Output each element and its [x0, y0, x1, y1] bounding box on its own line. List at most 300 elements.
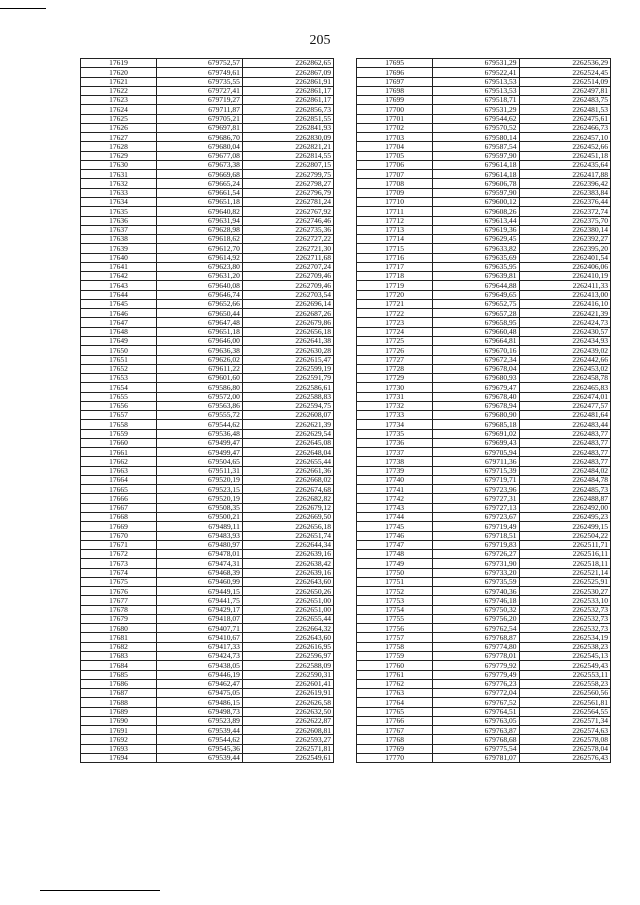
point-number-cell: 17637 — [81, 225, 157, 234]
x-coordinate-cell: 679418,07 — [156, 614, 242, 623]
table-row — [357, 383, 611, 392]
point-number-cell: 17645 — [81, 299, 157, 308]
x-coordinate-cell: 679606,78 — [433, 179, 519, 188]
x-coordinate-cell: 679680,04 — [156, 142, 242, 151]
y-coordinate-cell: 2262474,01 — [519, 392, 610, 401]
x-coordinate-cell: 679679,47 — [433, 383, 519, 392]
coordinates-table-left-body — [81, 59, 334, 763]
x-coordinate-cell: 679597,90 — [433, 188, 519, 197]
point-number-cell: 17701 — [357, 114, 433, 123]
y-coordinate-cell: 2262668,02 — [242, 475, 333, 484]
y-coordinate-cell: 2262430,57 — [519, 327, 610, 336]
y-coordinate-cell: 2262484,78 — [519, 475, 610, 484]
y-coordinate-cell: 2262645,08 — [242, 438, 333, 447]
point-number-cell: 17647 — [81, 318, 157, 327]
y-coordinate-cell: 2262376,44 — [519, 197, 610, 206]
point-number-cell: 17688 — [81, 698, 157, 707]
x-coordinate-cell: 679711,36 — [433, 457, 519, 466]
point-number-cell: 17631 — [81, 170, 157, 179]
table-row — [357, 624, 611, 633]
x-coordinate-cell: 679652,75 — [433, 299, 519, 308]
y-coordinate-cell: 2262621,39 — [242, 420, 333, 429]
table-row — [81, 401, 334, 410]
x-coordinate-cell: 679651,18 — [156, 327, 242, 336]
point-number-cell: 17711 — [357, 207, 433, 216]
y-coordinate-cell: 2262571,34 — [519, 716, 610, 725]
y-coordinate-cell: 2262655,44 — [242, 457, 333, 466]
x-coordinate-cell: 679767,52 — [433, 698, 519, 707]
point-number-cell: 17694 — [81, 753, 157, 762]
x-coordinate-cell: 679686,70 — [156, 133, 242, 142]
x-coordinate-cell: 679719,71 — [433, 475, 519, 484]
table-row — [357, 374, 611, 383]
x-coordinate-cell: 679699,43 — [433, 438, 519, 447]
x-coordinate-cell: 679639,81 — [433, 272, 519, 281]
table-row — [81, 698, 334, 707]
y-coordinate-cell: 2262534,19 — [519, 633, 610, 642]
x-coordinate-cell: 679628,98 — [156, 225, 242, 234]
y-coordinate-cell: 2262375,70 — [519, 216, 610, 225]
table-row — [81, 59, 334, 68]
point-number-cell: 17724 — [357, 327, 433, 336]
x-coordinate-cell: 679750,32 — [433, 605, 519, 614]
point-number-cell: 17669 — [81, 522, 157, 531]
table-row — [357, 420, 611, 429]
table-row — [357, 448, 611, 457]
point-number-cell: 17755 — [357, 614, 433, 623]
y-coordinate-cell: 2262709,46 — [242, 281, 333, 290]
point-number-cell: 17712 — [357, 216, 433, 225]
point-number-cell: 17624 — [81, 105, 157, 114]
point-number-cell: 17680 — [81, 624, 157, 633]
table-row — [81, 96, 334, 105]
coordinates-table-left — [80, 58, 334, 763]
x-coordinate-cell: 679531,29 — [433, 105, 519, 114]
point-number-cell: 17641 — [81, 262, 157, 271]
x-coordinate-cell: 679661,54 — [156, 188, 242, 197]
y-coordinate-cell: 2262669,50 — [242, 513, 333, 522]
table-row — [81, 457, 334, 466]
table-row — [357, 327, 611, 336]
point-number-cell: 17738 — [357, 457, 433, 466]
point-number-cell: 17623 — [81, 96, 157, 105]
coordinates-table-right — [356, 58, 611, 763]
table-row — [357, 605, 611, 614]
y-coordinate-cell: 2262499,15 — [519, 522, 610, 531]
table-row — [357, 401, 611, 410]
x-coordinate-cell: 679651,18 — [156, 197, 242, 206]
point-number-cell: 17633 — [81, 188, 157, 197]
x-coordinate-cell: 679678,40 — [433, 392, 519, 401]
y-coordinate-cell: 2262608,81 — [242, 726, 333, 735]
point-number-cell: 17640 — [81, 253, 157, 262]
point-number-cell: 17735 — [357, 429, 433, 438]
x-coordinate-cell: 679727,13 — [433, 503, 519, 512]
table-row — [81, 383, 334, 392]
table-row — [357, 614, 611, 623]
x-coordinate-cell: 679779,92 — [433, 661, 519, 670]
y-coordinate-cell: 2262396,42 — [519, 179, 610, 188]
y-coordinate-cell: 2262483,77 — [519, 448, 610, 457]
x-coordinate-cell: 679644,88 — [433, 281, 519, 290]
table-row — [81, 513, 334, 522]
y-coordinate-cell: 2262599,19 — [242, 364, 333, 373]
point-number-cell: 17642 — [81, 272, 157, 281]
point-number-cell: 17732 — [357, 401, 433, 410]
point-number-cell: 17729 — [357, 374, 433, 383]
point-number-cell: 17707 — [357, 170, 433, 179]
point-number-cell: 17682 — [81, 642, 157, 651]
point-number-cell: 17648 — [81, 327, 157, 336]
y-coordinate-cell: 2262703,54 — [242, 290, 333, 299]
table-row — [357, 96, 611, 105]
y-coordinate-cell: 2262533,10 — [519, 596, 610, 605]
x-coordinate-cell: 679705,94 — [433, 448, 519, 457]
table-row — [357, 216, 611, 225]
table-row — [357, 86, 611, 95]
y-coordinate-cell: 2262558,23 — [519, 679, 610, 688]
y-coordinate-cell: 2262578,08 — [519, 735, 610, 744]
y-coordinate-cell: 2262656,18 — [242, 522, 333, 531]
y-coordinate-cell: 2262439,02 — [519, 346, 610, 355]
y-coordinate-cell: 2262578,04 — [519, 744, 610, 753]
point-number-cell: 17747 — [357, 540, 433, 549]
point-number-cell: 17646 — [81, 309, 157, 318]
x-coordinate-cell: 679756,20 — [433, 614, 519, 623]
table-row — [357, 513, 611, 522]
y-coordinate-cell: 2262651,00 — [242, 596, 333, 605]
x-coordinate-cell: 679718,51 — [433, 531, 519, 540]
table-row — [81, 466, 334, 475]
point-number-cell: 17652 — [81, 364, 157, 373]
table-row — [357, 707, 611, 716]
point-number-cell: 17740 — [357, 475, 433, 484]
x-coordinate-cell: 679618,62 — [156, 235, 242, 244]
point-number-cell: 17743 — [357, 503, 433, 512]
y-coordinate-cell: 2262417,88 — [519, 170, 610, 179]
table-row — [81, 327, 334, 336]
y-coordinate-cell: 2262856,73 — [242, 105, 333, 114]
y-coordinate-cell: 2262475,61 — [519, 114, 610, 123]
point-number-cell: 17676 — [81, 587, 157, 596]
table-row — [81, 605, 334, 614]
x-coordinate-cell: 679669,68 — [156, 170, 242, 179]
table-row — [81, 133, 334, 142]
y-coordinate-cell: 2262707,24 — [242, 262, 333, 271]
y-coordinate-cell: 2262497,81 — [519, 86, 610, 95]
x-coordinate-cell: 679520,19 — [156, 475, 242, 484]
point-number-cell: 17731 — [357, 392, 433, 401]
table-row — [81, 364, 334, 373]
point-number-cell: 17770 — [357, 753, 433, 762]
y-coordinate-cell: 2262643,60 — [242, 577, 333, 586]
table-row — [81, 299, 334, 308]
y-coordinate-cell: 2262594,75 — [242, 401, 333, 410]
y-coordinate-cell: 2262395,20 — [519, 244, 610, 253]
point-number-cell: 17757 — [357, 633, 433, 642]
point-number-cell: 17766 — [357, 716, 433, 725]
point-number-cell: 17764 — [357, 698, 433, 707]
x-coordinate-cell: 679723,96 — [433, 485, 519, 494]
table-row — [357, 355, 611, 364]
x-coordinate-cell: 679763,05 — [433, 716, 519, 725]
y-coordinate-cell: 2262518,11 — [519, 559, 610, 568]
x-coordinate-cell: 679664,81 — [433, 336, 519, 345]
table-row — [357, 392, 611, 401]
table-row — [357, 531, 611, 540]
point-number-cell: 17723 — [357, 318, 433, 327]
y-coordinate-cell: 2262564,55 — [519, 707, 610, 716]
x-coordinate-cell: 679462,47 — [156, 679, 242, 688]
table-row — [81, 216, 334, 225]
x-coordinate-cell: 679768,87 — [433, 633, 519, 642]
table-row — [81, 559, 334, 568]
y-coordinate-cell: 2262615,47 — [242, 355, 333, 364]
y-coordinate-cell: 2262862,65 — [242, 59, 333, 68]
y-coordinate-cell: 2262661,36 — [242, 466, 333, 475]
table-row — [357, 652, 611, 661]
point-number-cell: 17690 — [81, 716, 157, 725]
x-coordinate-cell: 679746,18 — [433, 596, 519, 605]
table-row — [81, 290, 334, 299]
x-coordinate-cell: 679775,54 — [433, 744, 519, 753]
y-coordinate-cell: 2262655,44 — [242, 614, 333, 623]
table-row — [81, 374, 334, 383]
y-coordinate-cell: 2262466,73 — [519, 123, 610, 132]
table-row — [357, 59, 611, 68]
y-coordinate-cell: 2262549,43 — [519, 661, 610, 670]
table-row — [81, 652, 334, 661]
y-coordinate-cell: 2262656,18 — [242, 327, 333, 336]
y-coordinate-cell: 2262781,24 — [242, 197, 333, 206]
y-coordinate-cell: 2262492,00 — [519, 503, 610, 512]
y-coordinate-cell: 2262648,04 — [242, 448, 333, 457]
x-coordinate-cell: 679597,90 — [433, 151, 519, 160]
y-coordinate-cell: 2262521,14 — [519, 568, 610, 577]
point-number-cell: 17697 — [357, 77, 433, 86]
x-coordinate-cell: 679763,87 — [433, 726, 519, 735]
x-coordinate-cell: 679633,82 — [433, 244, 519, 253]
table-row — [81, 485, 334, 494]
x-coordinate-cell: 679536,48 — [156, 429, 242, 438]
x-coordinate-cell: 679646,74 — [156, 290, 242, 299]
y-coordinate-cell: 2262483,77 — [519, 457, 610, 466]
x-coordinate-cell: 679504,65 — [156, 457, 242, 466]
x-coordinate-cell: 679677,08 — [156, 151, 242, 160]
x-coordinate-cell: 679499,47 — [156, 448, 242, 457]
y-coordinate-cell: 2262679,12 — [242, 503, 333, 512]
y-coordinate-cell: 2262458,78 — [519, 374, 610, 383]
x-coordinate-cell: 679733,20 — [433, 568, 519, 577]
x-coordinate-cell: 679407,71 — [156, 624, 242, 633]
y-coordinate-cell: 2262413,00 — [519, 290, 610, 299]
table-row — [81, 207, 334, 216]
table-row — [357, 262, 611, 271]
point-number-cell: 17621 — [81, 77, 157, 86]
y-coordinate-cell: 2262483,75 — [519, 96, 610, 105]
y-coordinate-cell: 2262383,84 — [519, 188, 610, 197]
table-row — [81, 346, 334, 355]
point-number-cell: 17714 — [357, 235, 433, 244]
x-coordinate-cell: 679520,19 — [156, 494, 242, 503]
point-number-cell: 17761 — [357, 670, 433, 679]
y-coordinate-cell: 2262588,09 — [242, 661, 333, 670]
x-coordinate-cell: 679647,48 — [156, 318, 242, 327]
point-number-cell: 17742 — [357, 494, 433, 503]
point-number-cell: 17768 — [357, 735, 433, 744]
x-coordinate-cell: 679539,44 — [156, 726, 242, 735]
point-number-cell: 17671 — [81, 540, 157, 549]
x-coordinate-cell: 679631,94 — [156, 216, 242, 225]
point-number-cell: 17636 — [81, 216, 157, 225]
point-number-cell: 17750 — [357, 568, 433, 577]
point-number-cell: 17708 — [357, 179, 433, 188]
point-number-cell: 17739 — [357, 466, 433, 475]
table-row — [357, 133, 611, 142]
y-coordinate-cell: 2262596,97 — [242, 652, 333, 661]
table-row — [81, 114, 334, 123]
x-coordinate-cell: 679539,44 — [156, 753, 242, 762]
table-row — [81, 503, 334, 512]
x-coordinate-cell: 679691,02 — [433, 429, 519, 438]
x-coordinate-cell: 679636,38 — [156, 346, 242, 355]
table-row — [357, 670, 611, 679]
point-number-cell: 17653 — [81, 374, 157, 383]
table-row — [81, 753, 334, 762]
footnote-rule — [40, 890, 160, 891]
y-coordinate-cell: 2262392,27 — [519, 235, 610, 244]
y-coordinate-cell: 2262410,19 — [519, 272, 610, 281]
y-coordinate-cell: 2262504,22 — [519, 531, 610, 540]
table-row — [81, 707, 334, 716]
x-coordinate-cell: 679749,61 — [156, 68, 242, 77]
point-number-cell: 17661 — [81, 448, 157, 457]
point-number-cell: 17704 — [357, 142, 433, 151]
x-coordinate-cell: 679629,45 — [433, 235, 519, 244]
point-number-cell: 17674 — [81, 568, 157, 577]
table-row — [81, 123, 334, 132]
table-row — [357, 299, 611, 308]
table-row — [81, 670, 334, 679]
point-number-cell: 17692 — [81, 735, 157, 744]
y-coordinate-cell: 2262536,29 — [519, 59, 610, 68]
x-coordinate-cell: 679640,08 — [156, 281, 242, 290]
table-row — [357, 457, 611, 466]
table-row — [81, 596, 334, 605]
point-number-cell: 17727 — [357, 355, 433, 364]
y-coordinate-cell: 2262421,39 — [519, 309, 610, 318]
table-row — [81, 420, 334, 429]
x-coordinate-cell: 679631,20 — [156, 272, 242, 281]
point-number-cell: 17629 — [81, 151, 157, 160]
table-row — [357, 716, 611, 725]
table-row — [81, 522, 334, 531]
y-coordinate-cell: 2262481,64 — [519, 411, 610, 420]
point-number-cell: 17728 — [357, 364, 433, 373]
point-number-cell: 17678 — [81, 605, 157, 614]
y-coordinate-cell: 2262861,91 — [242, 77, 333, 86]
x-coordinate-cell: 679719,83 — [433, 540, 519, 549]
table-row — [357, 577, 611, 586]
y-coordinate-cell: 2262484,02 — [519, 466, 610, 475]
table-row — [357, 633, 611, 642]
y-coordinate-cell: 2262590,31 — [242, 670, 333, 679]
table-row — [81, 614, 334, 623]
point-number-cell: 17715 — [357, 244, 433, 253]
x-coordinate-cell: 679478,01 — [156, 550, 242, 559]
x-coordinate-cell: 679475,05 — [156, 689, 242, 698]
table-row — [357, 207, 611, 216]
y-coordinate-cell: 2262532,73 — [519, 605, 610, 614]
y-coordinate-cell: 2262485,73 — [519, 485, 610, 494]
x-coordinate-cell: 679711,87 — [156, 105, 242, 114]
point-number-cell: 17626 — [81, 123, 157, 132]
point-number-cell: 17737 — [357, 448, 433, 457]
x-coordinate-cell: 679727,31 — [433, 494, 519, 503]
table-row — [81, 661, 334, 670]
y-coordinate-cell: 2262483,44 — [519, 420, 610, 429]
point-number-cell: 17702 — [357, 123, 433, 132]
y-coordinate-cell: 2262532,73 — [519, 624, 610, 633]
point-number-cell: 17709 — [357, 188, 433, 197]
x-coordinate-cell: 679670,16 — [433, 346, 519, 355]
point-number-cell: 17700 — [357, 105, 433, 114]
page-number: 205 — [309, 33, 331, 48]
point-number-cell: 17769 — [357, 744, 433, 753]
x-coordinate-cell: 679735,55 — [156, 77, 242, 86]
x-coordinate-cell: 679508,35 — [156, 503, 242, 512]
table-row — [81, 235, 334, 244]
point-number-cell: 17699 — [357, 96, 433, 105]
table-row — [357, 475, 611, 484]
x-coordinate-cell: 679614,18 — [433, 170, 519, 179]
point-number-cell: 17673 — [81, 559, 157, 568]
table-row — [357, 689, 611, 698]
y-coordinate-cell: 2262401,54 — [519, 253, 610, 262]
x-coordinate-cell: 679498,73 — [156, 707, 242, 716]
point-number-cell: 17698 — [357, 86, 433, 95]
table-row — [357, 179, 611, 188]
y-coordinate-cell: 2262632,50 — [242, 707, 333, 716]
y-coordinate-cell: 2262545,13 — [519, 652, 610, 661]
table-row — [81, 475, 334, 484]
point-number-cell: 17719 — [357, 281, 433, 290]
x-coordinate-cell: 679500,21 — [156, 513, 242, 522]
table-row — [357, 281, 611, 290]
table-row — [81, 726, 334, 735]
x-coordinate-cell: 679486,15 — [156, 698, 242, 707]
point-number-cell: 17693 — [81, 744, 157, 753]
x-coordinate-cell: 679657,28 — [433, 309, 519, 318]
table-row — [357, 160, 611, 169]
table-row — [81, 179, 334, 188]
table-row — [357, 411, 611, 420]
top-left-rule — [0, 8, 46, 9]
point-number-cell: 17721 — [357, 299, 433, 308]
table-row — [81, 633, 334, 642]
table-row — [81, 568, 334, 577]
x-coordinate-cell: 679531,29 — [433, 59, 519, 68]
y-coordinate-cell: 2262651,74 — [242, 531, 333, 540]
y-coordinate-cell: 2262807,15 — [242, 160, 333, 169]
x-coordinate-cell: 679499,47 — [156, 438, 242, 447]
point-number-cell: 17733 — [357, 411, 433, 420]
table-row — [357, 235, 611, 244]
y-coordinate-cell: 2262553,11 — [519, 670, 610, 679]
point-number-cell: 17745 — [357, 522, 433, 531]
y-coordinate-cell: 2262851,55 — [242, 114, 333, 123]
point-number-cell: 17655 — [81, 392, 157, 401]
